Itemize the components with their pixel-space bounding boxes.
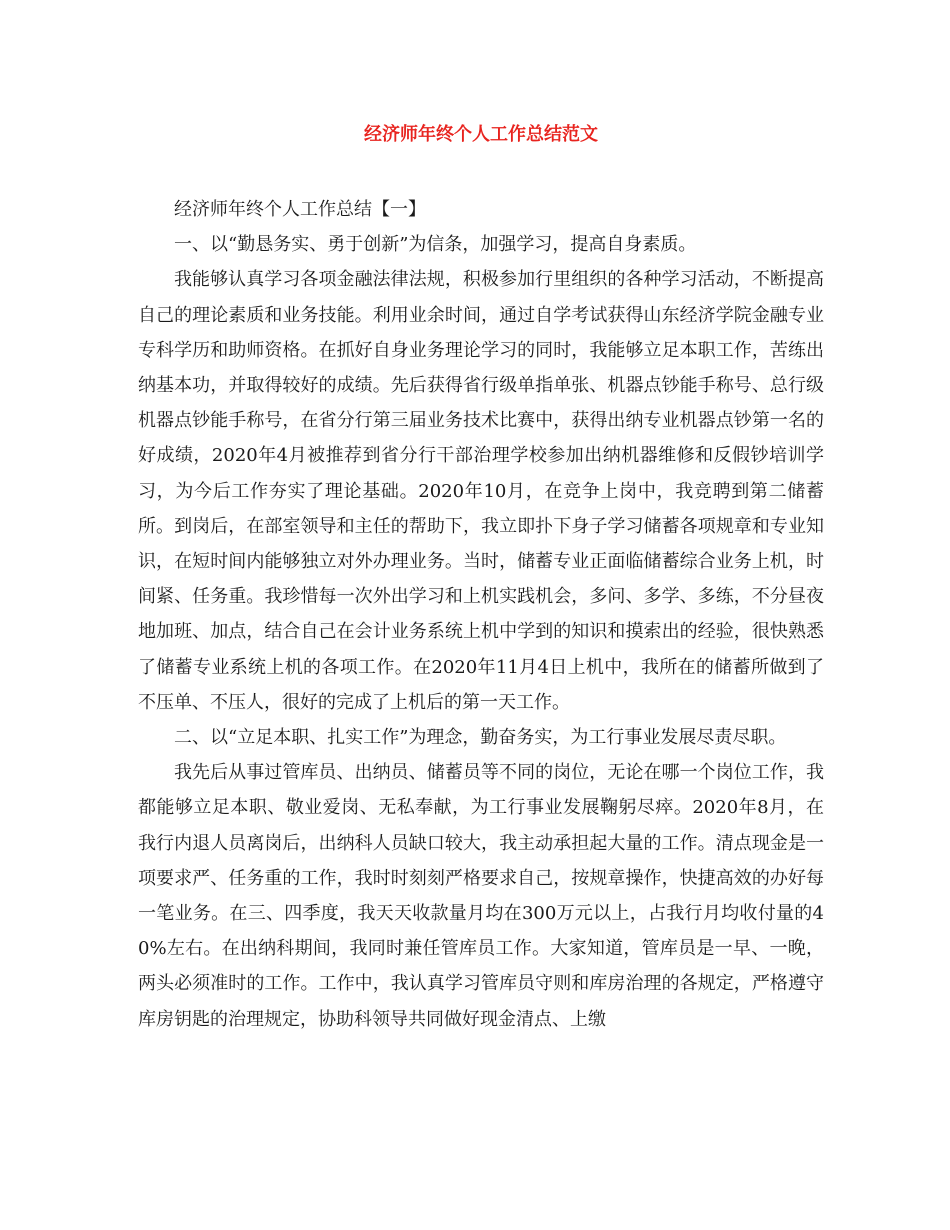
document-page [138,118,824,1037]
document-title: 经济师年终个人工作总结范文 [364,124,598,145]
paragraph: 我先后从事过管库员、出纳员、储蓄员等不同的岗位，无论在哪一个岗位工作，我都能够立足本职、敬业爱岗、无私奉献，为工行事业发展鞠躬尽瘁。2020年8月，在我行内退人员离岗后，出纳科人员缺口较大，我主动承担起大量的工作。清点现金是一项要求严、任务重的工作，我时时刻刻严格要求自己，按规章操作，快捷高效的办好每一笔业务。在三、四季度，我天天收款量月均在300万元以上，占我行月均收付量的40%左右。在出纳科期间，我同时兼任管库员工作。大家知道，管库员是一早、一晚，两头必须准时的工作。工作中，我认真学习管库员守则和库房治理的各规定，严格遵守库房钥匙的治理规定，协助科领导共同做好现金清点、上缴 [138,762,824,1030]
paragraph: 二、以“立足本职、扎实工作”为理念，勤奋务实，为工行事业发展尽责尽职。 [174,727,787,749]
paragraph: 经济师年终个人工作总结【一】 [174,199,426,220]
paragraph: 一、以“勤恳务实、勇于创新”为信条，加强学习，提高自身素质。 [174,234,697,256]
paragraph: 我能够认真学习各项金融法律法规，积极参加行里组织的各种学习活动，不断提高自己的理论素质和业务技能。利用业余时间，通过自学考试获得山东经济学院金融专业专科学历和助师资格。在抓好自身业务理论学习的同时，我能够立足本职工作，苦练出纳基本功，并取得较好的成绩。先后获得省行级单指单张、机器点钞能手称号、总行级机器点钞能手称号，在省分行第三届业务技术比赛中，获得出纳专业机器点钞第一名的好成绩，2020年4月被推荐到省分行干部治理学校参加出纳机器维修和反假钞培训学习，为今后工作夯实了理论基础。2020年10月，在竞争上岗中，我竞聘到第二储蓄所。到岗后，在部室领导和主任的帮助下，我立即扑下身子学习储蓄各项规章和专业知识，在短时间内能够独立对外办理业务。当时，储蓄专业正面临储蓄综合业务上机，时间紧、任务重。我珍惜每一次外出学习和上机实践机会，多问、多学、多练，不分昼夜地加班、加点，结合自己在会计业务系统上机中学到的知识和摸索出的经验，很快熟悉了储蓄专业系统上机的各项工作。在2020年11月4日上机中，我所在的储蓄所做到了不压单、不压人，很好的完成了上机后的第一天工作。 [138,269,824,713]
